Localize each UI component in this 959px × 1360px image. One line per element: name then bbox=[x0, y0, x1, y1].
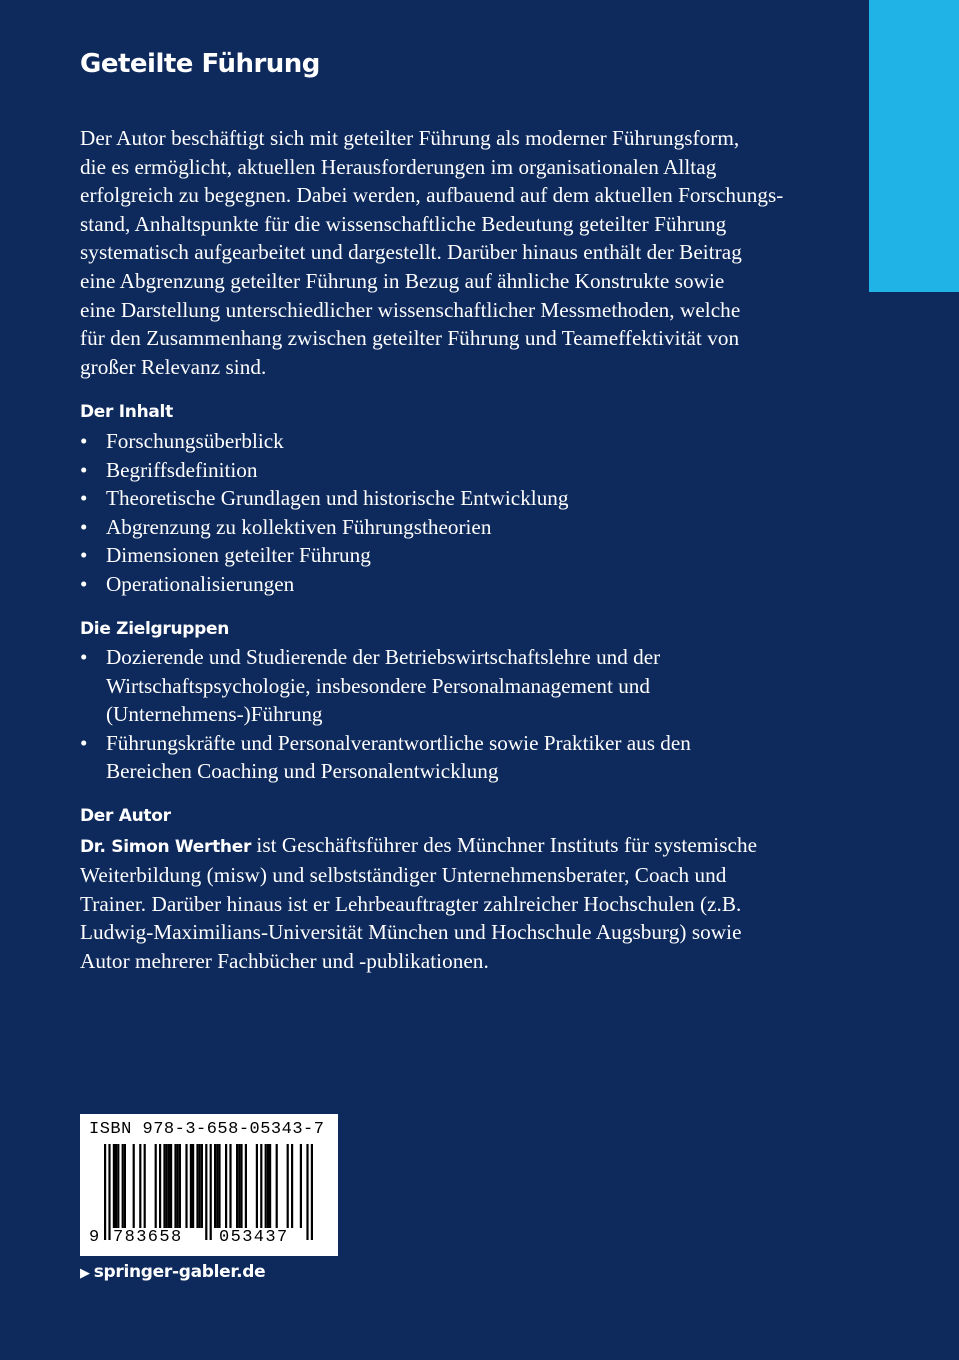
barcode-bar bbox=[205, 1144, 207, 1240]
author-line: Autor mehrerer Fachbücher und -publikationen. bbox=[80, 949, 489, 974]
barcode-bar bbox=[179, 1144, 181, 1228]
ean-right-digits: 053437 bbox=[219, 1228, 289, 1247]
author-line: Weiterbildung (misw) und selbstständiger Unternehmensberater, Coach und bbox=[80, 863, 727, 888]
barcode-bar bbox=[155, 1144, 157, 1228]
ean-left-digits: 783658 bbox=[113, 1228, 183, 1247]
barcode-bar bbox=[311, 1144, 313, 1240]
barcode-bar bbox=[260, 1144, 262, 1228]
author-line: Dr. Simon Werther ist Geschäftsführer des Münchner Instituts für systemische bbox=[80, 832, 758, 857]
barcode-bar bbox=[265, 1144, 267, 1228]
section-heading-inhalt: Der Inhalt bbox=[80, 402, 173, 423]
intro-line: die es ermöglicht, aktuellen Herausforderungen im organisationalen Alltag bbox=[80, 154, 717, 179]
barcode-bar bbox=[225, 1144, 227, 1228]
barcode-bar bbox=[267, 1144, 269, 1228]
list-item: • Operationalisierungen bbox=[80, 570, 800, 599]
publisher-link[interactable]: ▶ springer-gabler.de bbox=[80, 1262, 266, 1282]
barcode-bar bbox=[236, 1144, 238, 1228]
section-inhalt bbox=[80, 398, 800, 598]
list-item: • Abgrenzung zu kollektiven Führungstheorien bbox=[80, 513, 800, 542]
barcode-bar bbox=[115, 1144, 117, 1228]
barcode-bar bbox=[166, 1144, 168, 1228]
barcode-bar bbox=[214, 1144, 216, 1228]
inhalt-list bbox=[80, 427, 800, 599]
intro-paragraph bbox=[80, 124, 800, 381]
intro-line: Der Autor beschäftigt sich mit geteilter Führung als moderner Führungsform, bbox=[80, 126, 740, 150]
barcode-bar bbox=[122, 1144, 124, 1228]
barcode-bar bbox=[190, 1144, 192, 1228]
barcode-bar bbox=[108, 1144, 110, 1240]
list-item: • Dozierende und Studierende der Betriebswirtschaftslehre und der Wirtschaftspsychologie, insbesondere Personalmanagement und (Unternehmens-)Führung bbox=[80, 645, 661, 727]
intro-line: eine Abgrenzung geteilter Führung in Bezug auf ähnliche Konstrukte sowie bbox=[80, 268, 725, 293]
barcode-bar bbox=[196, 1144, 198, 1228]
accent-bar bbox=[869, 0, 959, 292]
bullet-icon: • bbox=[80, 645, 88, 670]
barcode-bar bbox=[300, 1144, 302, 1228]
barcode-bar bbox=[170, 1144, 172, 1228]
bullet-icon: • bbox=[80, 486, 88, 511]
barcode-bar bbox=[177, 1144, 179, 1228]
barcode-bar bbox=[144, 1144, 146, 1228]
barcode-bar bbox=[276, 1144, 278, 1228]
barcode-bar bbox=[199, 1144, 201, 1228]
list-item: • Theoretische Grundlagen und historische Entwicklung bbox=[80, 484, 800, 513]
author-bio bbox=[80, 831, 800, 976]
author-line: Ludwig-Maximilians-Universität München und Hochschule Augsburg) sowie bbox=[80, 920, 742, 945]
section-heading-autor: Der Autor bbox=[80, 806, 171, 827]
intro-line: stand, Anhaltspunkte für die wissenschaftliche Bedeutung geteilter Führung bbox=[80, 211, 727, 236]
isbn-barcode bbox=[80, 1114, 338, 1256]
barcode-bar bbox=[216, 1144, 218, 1228]
isbn-label: ISBN 978-3-658-05343-7 bbox=[89, 1120, 325, 1139]
author-line: Trainer. Darüber hinaus ist er Lehrbeauftragter zahlreicher Hochschulen (z.B. bbox=[80, 891, 742, 916]
barcode-bar bbox=[113, 1144, 115, 1228]
barcode-bar bbox=[238, 1144, 240, 1228]
barcode-bar bbox=[117, 1144, 119, 1228]
play-arrow-icon: ▶ bbox=[80, 1266, 90, 1281]
section-zielgruppen bbox=[80, 615, 800, 787]
barcode-bar bbox=[185, 1144, 187, 1228]
intro-line: großer Relevanz sind. bbox=[80, 354, 267, 379]
barcode-bar bbox=[124, 1144, 126, 1228]
barcode-bar bbox=[163, 1144, 165, 1228]
barcode-bar bbox=[104, 1144, 106, 1240]
barcode-bar bbox=[174, 1144, 176, 1228]
barcode-bar bbox=[139, 1144, 141, 1228]
bullet-icon: • bbox=[80, 457, 88, 482]
bullet-icon: • bbox=[80, 514, 88, 539]
intro-line: für den Zusammenhang zwischen geteilter Führung und Teameffektivität von bbox=[80, 326, 740, 351]
back-cover-content bbox=[80, 44, 800, 976]
list-item: • Führungskräfte und Personalverantwortliche sowie Praktiker aus den Bereichen Coaching und Personalentwicklung bbox=[80, 730, 691, 784]
barcode-bar bbox=[210, 1144, 212, 1240]
author-name: Dr. Simon Werther bbox=[80, 836, 252, 857]
bullet-icon: • bbox=[80, 730, 88, 755]
bullet-icon: • bbox=[80, 571, 88, 596]
barcode-bar bbox=[192, 1144, 194, 1228]
intro-line: eine Darstellung unterschiedlicher wissenschaftlicher Messmethoden, welche bbox=[80, 297, 741, 322]
barcode-bar bbox=[159, 1144, 161, 1228]
section-heading-zielgruppen: Die Zielgruppen bbox=[80, 618, 230, 639]
ean-first-digit: 9 bbox=[89, 1228, 100, 1247]
intro-line: systematisch aufgearbeitet und dargestellt. Darüber hinaus enthält der Beitrag bbox=[80, 240, 742, 265]
barcode-bar bbox=[240, 1144, 242, 1228]
barcode-bar bbox=[201, 1144, 203, 1228]
barcode-bar bbox=[306, 1144, 308, 1240]
intro-line: erfolgreich zu begegnen. Dabei werden, aufbauend auf dem aktuellen Forschungs- bbox=[80, 183, 784, 208]
section-autor bbox=[80, 802, 800, 976]
barcode-bar bbox=[245, 1144, 247, 1228]
barcode-bar bbox=[269, 1144, 271, 1228]
zielgruppen-list bbox=[80, 643, 800, 786]
barcode-bar bbox=[218, 1144, 220, 1228]
barcode-bar bbox=[287, 1144, 289, 1228]
list-item: • Begriffsdefinition bbox=[80, 456, 800, 485]
bullet-icon: • bbox=[80, 543, 88, 568]
barcode-bar bbox=[133, 1144, 135, 1228]
barcode-bar bbox=[168, 1144, 170, 1228]
barcode-bar bbox=[256, 1144, 258, 1228]
barcode-bar bbox=[229, 1144, 231, 1228]
list-item: • Dimensionen geteilter Führung bbox=[80, 541, 800, 570]
list-item: • Forschungsüberblick bbox=[80, 427, 800, 456]
barcode-bar bbox=[291, 1144, 293, 1228]
book-title: Geteilte Führung bbox=[80, 49, 320, 79]
bullet-icon: • bbox=[80, 428, 88, 453]
